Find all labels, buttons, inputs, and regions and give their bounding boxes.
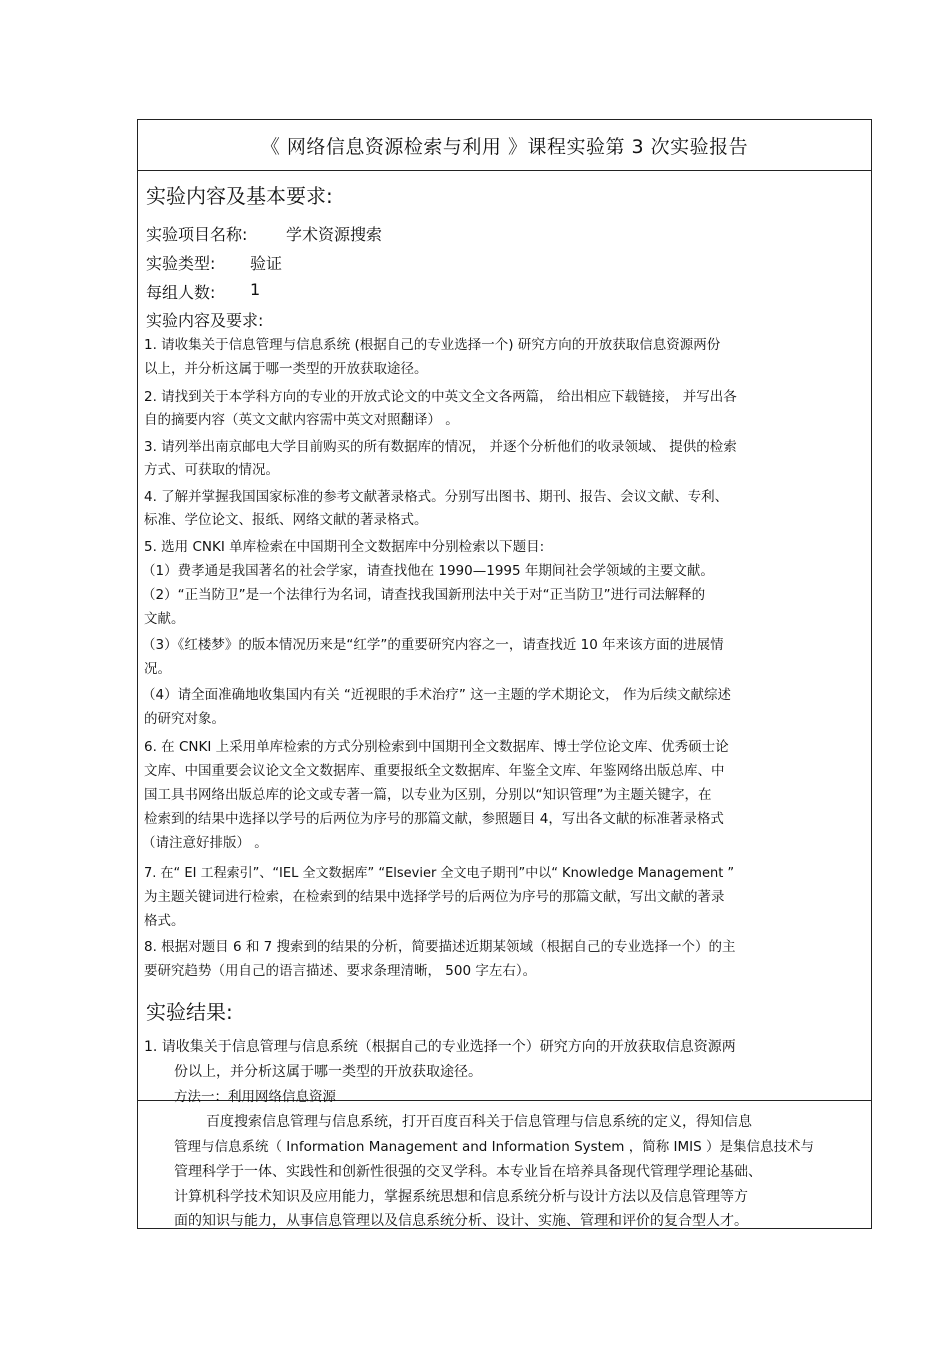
requirement-line: 2. 请找到关于本学科方向的专业的开放式论文的中英文全文各两篇， 给出相应下载链接， 并写出各 xyxy=(144,389,737,405)
result-line: 1. 请收集关于信息管理与信息系统（根据自己的专业选择一个）研究方向的开放获取信息资源两 xyxy=(144,1039,736,1055)
requirement-line: 检索到的结果中选择以学号的后两位为序号的那篇文献，参照题目 4，写出各文献的标准著录格式 xyxy=(144,811,724,827)
group-value: 1 xyxy=(250,280,261,299)
project-name-label: 实验项目名称: xyxy=(146,225,248,244)
report-table xyxy=(137,119,872,1229)
requirement-line: 为主题关键词进行检索，在检索到的结果中选择学号的后两位为序号的那篇文献，写出文献的著录 xyxy=(144,889,725,905)
requirement-line: （1）费孝通是我国著名的社会学家，请查找他在 1990—1995 年期间社会学领域的主要文献。 xyxy=(142,563,714,579)
requirement-line: 8. 根据对题目 6 和 7 搜索到的结果的分析，简要描述近期某领域（根据自己的专业选择一个）的主 xyxy=(144,939,736,955)
results-heading: 实验结果: xyxy=(146,1000,233,1024)
requirement-line: 格式。 xyxy=(144,913,185,929)
requirement-line: 标准、学位论文、报纸、网络文献的著录格式。 xyxy=(144,512,428,528)
requirement-line: 文献。 xyxy=(144,611,185,627)
requirement-line: （3）《红楼梦》的版本情况历来是“红学”的重要研究内容之一，请查找近 10 年来该方面的进展情 xyxy=(142,637,724,653)
result-line: 份以上，并分析这属于哪一类型的开放获取途径。 xyxy=(174,1064,482,1080)
result-line: 管理科学于一体、实践性和创新性很强的交叉学科。本专业旨在培养具备现代管理学理论基础、 xyxy=(174,1164,762,1180)
project-name-value: 学术资源搜索 xyxy=(286,225,383,244)
requirement-line: 的研究对象。 xyxy=(144,711,225,727)
requirement-line: 6. 在 CNKI 上采用单库检索的方式分别检索到中国期刊全文数据库、博士学位论文库、优秀硕士论 xyxy=(144,739,729,755)
requirement-line: （请注意好排版） 。 xyxy=(142,835,268,851)
requirement-line: 文库、中国重要会议论文全文数据库、重要报纸全文数据库、年鉴全文库、年鉴网络出版总库、中 xyxy=(144,763,725,779)
result-line: 管理与信息系统（ Information Management and Information System ，简称 IMIS ）是集信息技术与 xyxy=(174,1139,814,1155)
type-label: 实验类型: xyxy=(146,254,216,273)
method-label: 方法一：利用网络信息资源 xyxy=(174,1089,336,1105)
type-value: 验证 xyxy=(250,254,283,273)
requirement-line: 4. 了解并掌握我国国家标准的参考文献著录格式。分别写出图书、期刊、报告、会议文献、专利、 xyxy=(144,489,729,505)
requirements-heading: 实验内容及基本要求: xyxy=(146,184,333,208)
group-label: 每组人数: xyxy=(146,283,216,302)
requirement-line: （2）“正当防卫”是一个法律行为名词，请查找我国新刑法中关于对“正当防卫”进行司法解释的 xyxy=(142,587,706,603)
requirement-line: 3. 请列举出南京邮电大学目前购买的所有数据库的情况， 并逐个分析他们的收录领域、 提供的检索 xyxy=(144,439,737,455)
result-line: 面的知识与能力，从事信息管理以及信息系统分析、设计、实施、管理和评价的复合型人才。 xyxy=(174,1213,748,1229)
results-section xyxy=(138,982,871,1230)
requirement-line: （4）请全面准确地收集国内有关 “近视眼的手术治疗” 这一主题的学术期论文， 作为后续文献综述 xyxy=(142,687,731,703)
requirement-line: 1. 请收集关于信息管理与信息系统 (根据自己的专业选择一个) 研究方向的开放获取信息资源两份 xyxy=(144,337,721,353)
requirement-line: 国工具书网络出版总库的论文或专著一篇，以专业为区别，分别以“知识管理”为主题关键字，在 xyxy=(144,787,712,803)
requirement-line: 况。 xyxy=(144,661,171,677)
requirement-line: 要研究趋势（用自己的语言描述、要求条理清晰， 500 字左右）。 xyxy=(144,963,537,979)
report-title: 《 网络信息资源检索与利用 》课程实验第 3 次实验报告 xyxy=(138,120,871,171)
requirement-line: 方式、可获取的情况。 xyxy=(144,462,279,478)
requirements-section xyxy=(138,171,871,1101)
requirement-line: 5. 选用 CNKI 单库检索在中国期刊全文数据库中分别检索以下题目: xyxy=(144,539,545,555)
requirement-line: 7. 在“ EI 工程索引”、“IEL 全文数据库” “Elsevier 全文电子期刊”中以“ Knowledge Management ” xyxy=(144,866,735,881)
requirement-line: 自的摘要内容（英文文献内容需中英文对照翻译） 。 xyxy=(144,412,459,428)
result-line: 计算机科学技术知识及应用能力，掌握系统思想和信息系统分析与设计方法以及信息管理等方 xyxy=(174,1189,748,1205)
result-line: 百度搜索信息管理与信息系统，打开百度百科关于信息管理与信息系统的定义，得知信息 xyxy=(206,1114,752,1130)
requirements-subheading: 实验内容及要求: xyxy=(146,311,264,330)
requirement-line: 以上，并分析这属于哪一类型的开放获取途径。 xyxy=(144,361,428,377)
